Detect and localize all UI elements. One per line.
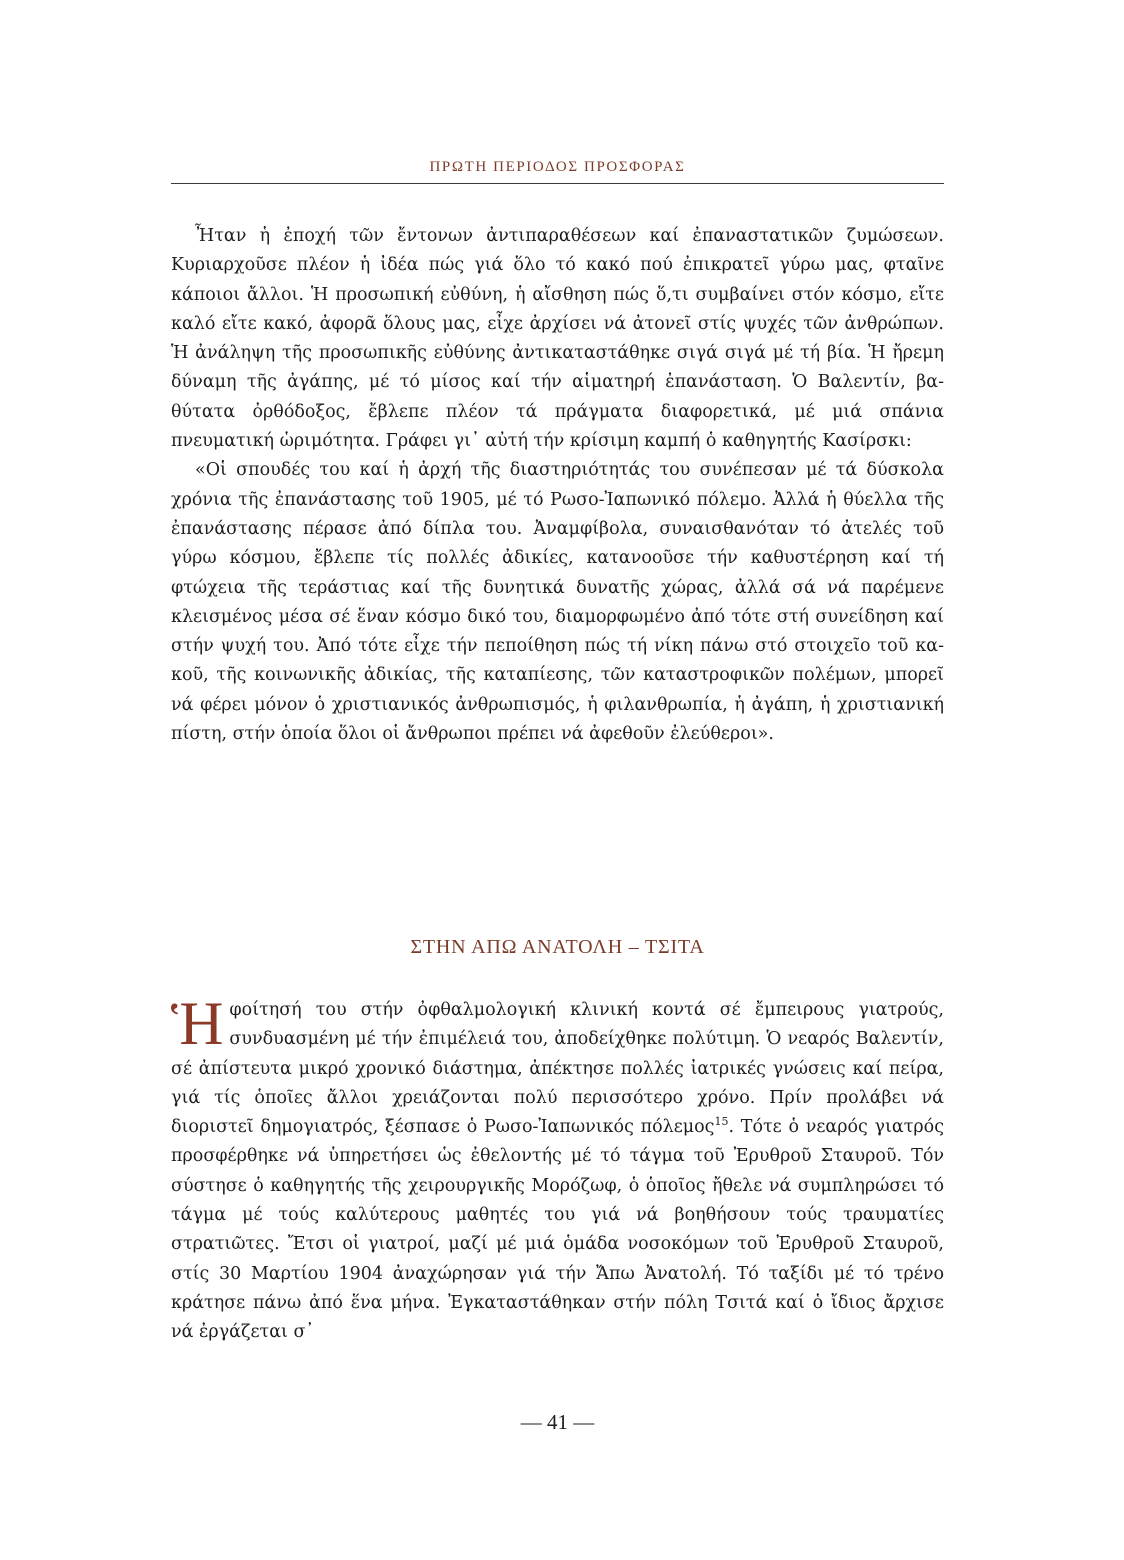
section-body-continued: . Τότε ὁ νεαρός γιατρός προσφέρθηκε νά ὑπηρετήσει ὡς ἐθελοντής μέ τό τάγμα τοῦ Ἐρυθροῦ Σταυροῦ. Τόν σύστησε ὁ καθηγητής τῆς χειρουργικῆς Μορόζωφ, ὁ ὁποῖος ἤθελε νά συμπληρώσει τό τάγμα μέ τούς καλύτερους μαθητές του γιά νά βοηθήσουν τούς τραυματίες στρατιῶτες. Ἔτσι οἱ γιατροί, μαζί μέ μιά ὁμάδα νοσοκόμων τοῦ Ἐρυθροῦ Σταυροῦ, στίς 30 Μαρτίου 1904 ἀναχώρησαν γιά τήν Ἄπω Ἀνατολή. Τό ταξίδι μέ τό τρένο κράτησε πάνω ἀπό ἕνα μήνα. Ἐγκαταστάθηκαν στήν πόλη Τσιτά καί ὁ ἴδιος ἄρχισε νά ἐργάζεται σ᾽	[171, 1117, 945, 1343]
running-head: ΠΡΩΤΗ ΠΕΡΙΟΔΟΣ ΠΡΟΣΦΟΡΑΣ	[429, 159, 686, 175]
section-text-block	[171, 991, 945, 1348]
opening-text-block	[171, 222, 944, 749]
section-body: φοίτησή του στήν ὀφθαλμολογική κλινική κοντά σέ ἔμπειρους γιατρούς, συνδυασμένη μέ τήν ἐπιμέλειά του, ἀποδείχθηκε πολύτιμη. Ὁ νεαρός Βαλεντίν, σέ ἀπίστευτα μικρό χρονικό διάστημα, ἀπέκτησε πολλές ἰατρικές γνώσεις καί πείρα, γιά τίς ὁποῖες ἄλλοι χρειάζονται πολύ περισσότερο χρόνο. Πρίν προλάβει νά διοριστεῖ δημογιατρός, ξέσπασε ὁ Ρωσο-Ἰαπωνικός πόλεμος	[171, 1000, 944, 1138]
drop-cap: Ἡ	[171, 991, 224, 1058]
paragraph: Ἦταν ἡ ἐποχή τῶν ἔντονων ἀντιπαραθέσεων καί ἐπαναστατικῶν ζυμώσεων. Κυριαρχοῦσε πλέον ἡ ἰδέα πώς γιά ὅλο τό κακό πού ἐπικρατεῖ γύρω μας, φταῖνε κάποιοι ἄλλοι. Ἡ προσωπική εὐθύνη, ἡ αἴσθηση πώς ὅ,τι συμβαίνει στόν κόσμο, εἴτε καλό εἴτε κακό, ἀφορᾶ ὅλους μας, εἶχε ἀρχίσει νά ἀτονεῖ στίς ψυχές τῶν ἀνθρώπων. Ἡ ἀνάληψη τῆς προσωπικῆς εὐθύνης ἀντικαταστάθηκε σιγά σιγά μέ τή βία. Ἡ ἤρεμη δύναμη τῆς ἀγάπης, μέ τό μίσος καί τήν αἱματηρή ἐπανάσταση. Ὁ Βαλεντίν, βαθύτατα ὀρθόδοξος, ἔβλεπε πλέον τά πράγματα διαφορετικά, μέ μιά σπάνια πνευματική ὡριμότητα. Γράφει γι᾽ αὐτή τήν κρίσιμη καμπή ὁ καθηγητής Κασίρσκι:	[171, 226, 944, 452]
header-rule	[171, 183, 944, 184]
page-number: — 41 —	[520, 1410, 595, 1434]
section-title: ΣΤΗΝ ΑΠΩ ΑΝΑΤΟΛΗ – ΤΣΙΤΑ	[410, 936, 705, 958]
quote-paragraph: «Οἱ σπουδές του καί ἡ ἀρχή τῆς διαστηριότητάς του συνέπεσαν μέ τά δύσκολα χρόνια τῆς ἐπανάστασης τοῦ 1905, μέ τό Ρωσο-Ἰαπωνικό πόλεμο. Ἀλλά ἡ θύελλα τῆς ἐπανάστασης πέρασε ἀπό δίπλα του. Ἀναμφίβολα, συναισθανόταν τό ἀτελές τοῦ γύρω κόσμου, ἔβλεπε τίς πολλές ἀδικίες, κατανοοῦσε τήν καθυστέρηση καί τή φτώχεια τῆς τεράστιας καί τῆς δυνητικά δυνατῆς χώρας, ἀλλά σά νά παρέμενε κλεισμένος μέσα σέ ἕναν κόσμο δικό του, διαμορφωμένο ἀπό τότε στή συνείδηση καί στήν ψυχή του. Ἀπό τότε εἶχε τήν πεποίθηση πώς τή νίκη πάνω στό στοιχεῖο τοῦ κακοῦ, τῆς κοινωνικῆς ἀδικίας, τῆς καταπίεσης, τῶν καταστροφικῶν πολέμων, μπορεῖ νά φέρει μόνον ὁ χριστιανικός ἀνθρωπισμός, ἡ φιλανθρωπία, ἡ ἀγάπη, ἡ χριστιανική πίστη, στήν ὁποία ὅλοι οἱ ἄνθρωποι πρέπει νά ἀφεθοῦν ἐλεύθεροι».	[171, 460, 944, 745]
footnote-reference: 15	[714, 1115, 729, 1129]
section-paragraph	[171, 991, 945, 1348]
